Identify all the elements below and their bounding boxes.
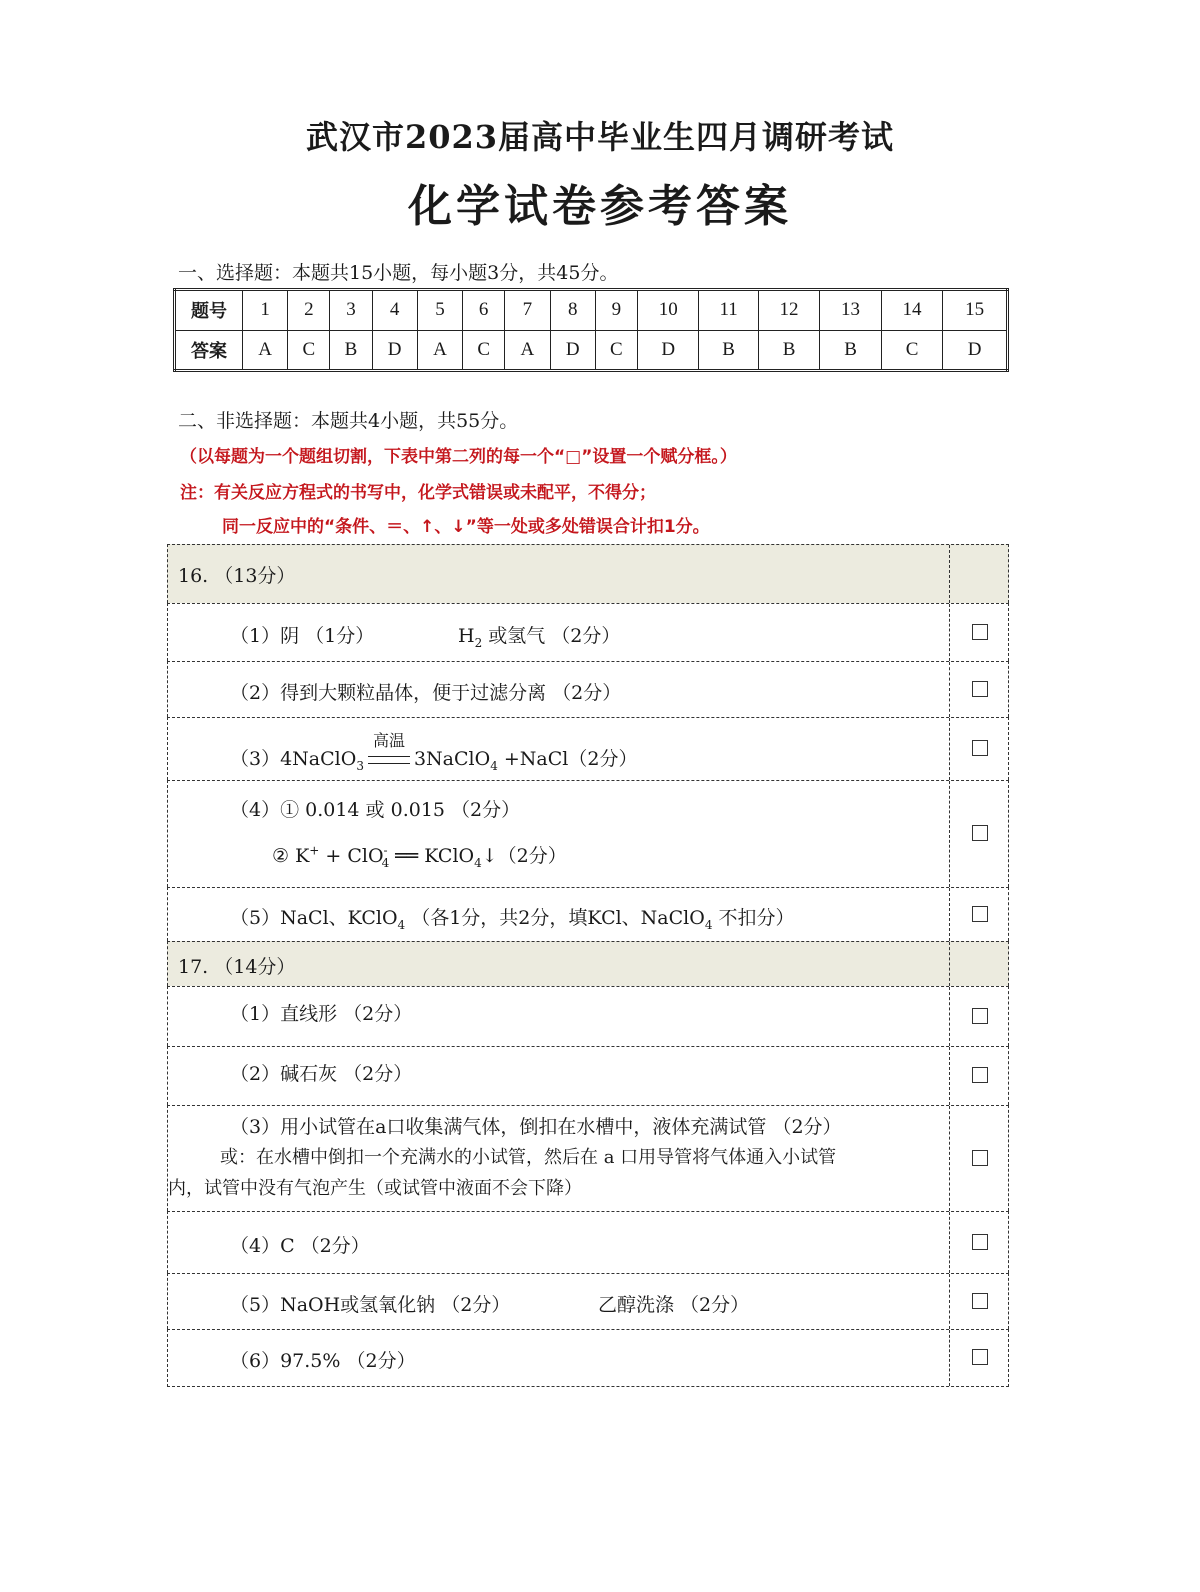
- formula-text: H: [458, 625, 475, 647]
- answer-text: （各1分，共2分，填KCl、NaClO: [405, 907, 705, 929]
- answer-17-2: （2）碱石灰 （2分）: [230, 1063, 413, 1085]
- score-box[interactable]: [972, 1150, 988, 1166]
- section1-heading: 一、选择题：本题共15小题，每小题3分，共45分。: [178, 262, 619, 284]
- question-number-cell: 9: [595, 290, 637, 331]
- question-number-cell: 3: [330, 290, 372, 331]
- group-title-cell: [168, 545, 950, 603]
- question-number-cell: 12: [758, 290, 820, 331]
- formula-text: KClO: [424, 845, 475, 867]
- question-number-row: [175, 290, 1008, 331]
- formula-text: 3NaClO: [413, 748, 491, 770]
- question-number-cell: 1: [243, 290, 288, 331]
- score-box[interactable]: [972, 1008, 988, 1024]
- answer-cell: [168, 1212, 950, 1273]
- answer-row-17-4: [167, 1211, 1009, 1273]
- answer-17-1: （1）直线形 （2分）: [230, 1003, 413, 1025]
- answer-row-16-2: [167, 661, 1009, 717]
- question-number-cell: 5: [417, 290, 462, 331]
- answer-row-17-3: [167, 1105, 1009, 1211]
- answer-cell: D: [372, 330, 417, 371]
- answer-row-17-1: [167, 986, 1009, 1046]
- group-title-cell: [168, 942, 950, 986]
- answer-row-17-6: [167, 1329, 1009, 1387]
- answer-cell: B: [758, 330, 820, 371]
- answer-cell: A: [417, 330, 462, 371]
- answer-cell: [168, 1274, 950, 1329]
- answer-text: ↓（2分）: [481, 845, 567, 867]
- score-box[interactable]: [972, 1349, 988, 1365]
- exam-title: 武汉市2023届高中毕业生四月调研考试: [305, 118, 895, 156]
- score-box[interactable]: [972, 1293, 988, 1309]
- formula-text: （5）NaCl、KClO: [230, 907, 398, 929]
- answer-cell: C: [463, 330, 505, 371]
- reaction-condition: 高温: [372, 731, 405, 750]
- subscript: 4: [474, 855, 482, 870]
- answer-17-6: （6）97.5% （2分）: [230, 1350, 416, 1372]
- question-number-cell: 13: [820, 290, 882, 331]
- superscript: -: [383, 843, 388, 858]
- answer-cell: A: [243, 330, 288, 371]
- answer-16-5: [230, 903, 795, 932]
- answer-17-3-line-3: 内，试管中没有气泡产生（或试管中液面不会下降）: [168, 1178, 582, 1199]
- score-box[interactable]: [972, 624, 988, 640]
- answer-cell: [168, 1330, 950, 1386]
- answer-16-3: [230, 731, 638, 773]
- answer-cell: B: [330, 330, 372, 371]
- question-17-title: 17. （14分）: [178, 956, 296, 978]
- answer-row-17-2: [167, 1046, 1009, 1105]
- formula-text: ② K: [272, 845, 310, 867]
- question-number-cell: 8: [550, 290, 595, 331]
- answer-17-4: （4）C （2分）: [230, 1235, 370, 1257]
- answer-text: 不扣分）: [712, 907, 795, 929]
- answer-17-3-line-2: 或：在水槽中倒扣一个充满水的小试管，然后在 a 口用导管将气体通入小试管: [220, 1147, 837, 1168]
- answer-row-16-4: [167, 780, 1009, 887]
- section2-heading: 二、非选择题：本题共4小题，共55分。: [178, 410, 519, 432]
- answer-17-3-line-1: （3）用小试管在a口收集满气体，倒扣在水槽中，液体充满试管 （2分）: [230, 1116, 842, 1138]
- answer-text: +NaCl（2分）: [497, 748, 638, 770]
- reaction-equals-sign: [368, 731, 410, 770]
- question-number-cell: 2: [288, 290, 330, 331]
- score-box[interactable]: [972, 740, 988, 756]
- answer-key-title: 化学试卷参考答案: [408, 181, 792, 232]
- answer-cell: D: [943, 330, 1008, 371]
- superscript: +: [309, 843, 320, 858]
- question-17-header: [167, 941, 1009, 986]
- answer-cell: [168, 888, 950, 941]
- answer-cell: C: [288, 330, 330, 371]
- answer-cell: B: [820, 330, 882, 371]
- answer-cell: [168, 718, 950, 780]
- answer-cell: B: [699, 330, 758, 371]
- multiple-choice-table: [173, 288, 1009, 372]
- question-number-cell: 15: [943, 290, 1008, 331]
- answer-cell: D: [637, 330, 699, 371]
- answer-label: 答案: [175, 330, 243, 371]
- score-box[interactable]: [972, 1234, 988, 1250]
- answer-16-4-part-2: [272, 841, 567, 870]
- equation-note-continued: 同一反应中的“条件、＝、↑、↓”等一处或多处错误合计扣1分。: [222, 517, 710, 537]
- subscript: 4: [397, 917, 406, 932]
- answer-cell: D: [550, 330, 595, 371]
- answer-cell: [168, 781, 950, 887]
- answer-cell: [168, 604, 950, 661]
- answer-row-16-3: [167, 717, 1009, 780]
- formula-text: + ClO: [319, 845, 384, 867]
- score-box[interactable]: [972, 906, 988, 922]
- grading-note: （以每题为一个题组切割，下表中第二列的每一个“□”设置一个赋分框。）: [180, 447, 737, 467]
- answer-cell: [168, 1106, 950, 1211]
- answer-16-2: （2）得到大颗粒晶体，便于过滤分离 （2分）: [230, 682, 622, 704]
- subscript: 4: [381, 855, 390, 870]
- answer-text: 或氢气 （2分）: [482, 625, 621, 647]
- score-box[interactable]: [972, 1067, 988, 1083]
- question-number-cell: 14: [881, 290, 943, 331]
- answer-cell: A: [505, 330, 550, 371]
- question-16-header: [167, 544, 1009, 603]
- answer-row-16-5: [167, 887, 1009, 941]
- question-number-cell: 6: [463, 290, 505, 331]
- answer-17-5-part-b: 乙醇洗涤 （2分）: [598, 1294, 750, 1316]
- answer-row: [175, 330, 1008, 371]
- answer-17-5-part-a: （5）NaOH或氢氧化钠 （2分）: [230, 1294, 511, 1316]
- question-number-cell: 11: [699, 290, 758, 331]
- answer-cell: [168, 1047, 950, 1105]
- formula-text: （3）4NaClO: [230, 748, 357, 770]
- answer-16-1-part-a: （1）阴 （1分）: [230, 625, 375, 647]
- equation-note: 注：有关反应方程式的书写中，化学式错误或未配平，不得分；: [180, 483, 656, 503]
- answer-16-4-part-1: （4）① 0.014 或 0.015 （2分）: [230, 799, 521, 821]
- score-box[interactable]: [972, 681, 988, 697]
- subscript: 3: [356, 758, 364, 773]
- score-box[interactable]: [972, 825, 988, 841]
- answer-16-1-part-b: [458, 621, 620, 650]
- question-number-label: 题号: [175, 290, 243, 331]
- question-number-cell: 10: [637, 290, 699, 331]
- answer-cell: C: [881, 330, 943, 371]
- question-16-title: 16. （13分）: [178, 565, 296, 587]
- subscript: 4: [704, 917, 713, 932]
- answer-cell: [168, 662, 950, 717]
- subscript: 4: [490, 758, 498, 773]
- question-number-cell: 4: [372, 290, 417, 331]
- answer-cell: C: [595, 330, 637, 371]
- answer-row-17-5: [167, 1273, 1009, 1329]
- question-number-cell: 7: [505, 290, 550, 331]
- answer-cell: [168, 987, 950, 1046]
- answer-row-16-1: [167, 603, 1009, 661]
- answer-table: [167, 544, 1009, 1387]
- equals-sign: ══: [389, 845, 425, 867]
- subscript: 2: [474, 635, 483, 650]
